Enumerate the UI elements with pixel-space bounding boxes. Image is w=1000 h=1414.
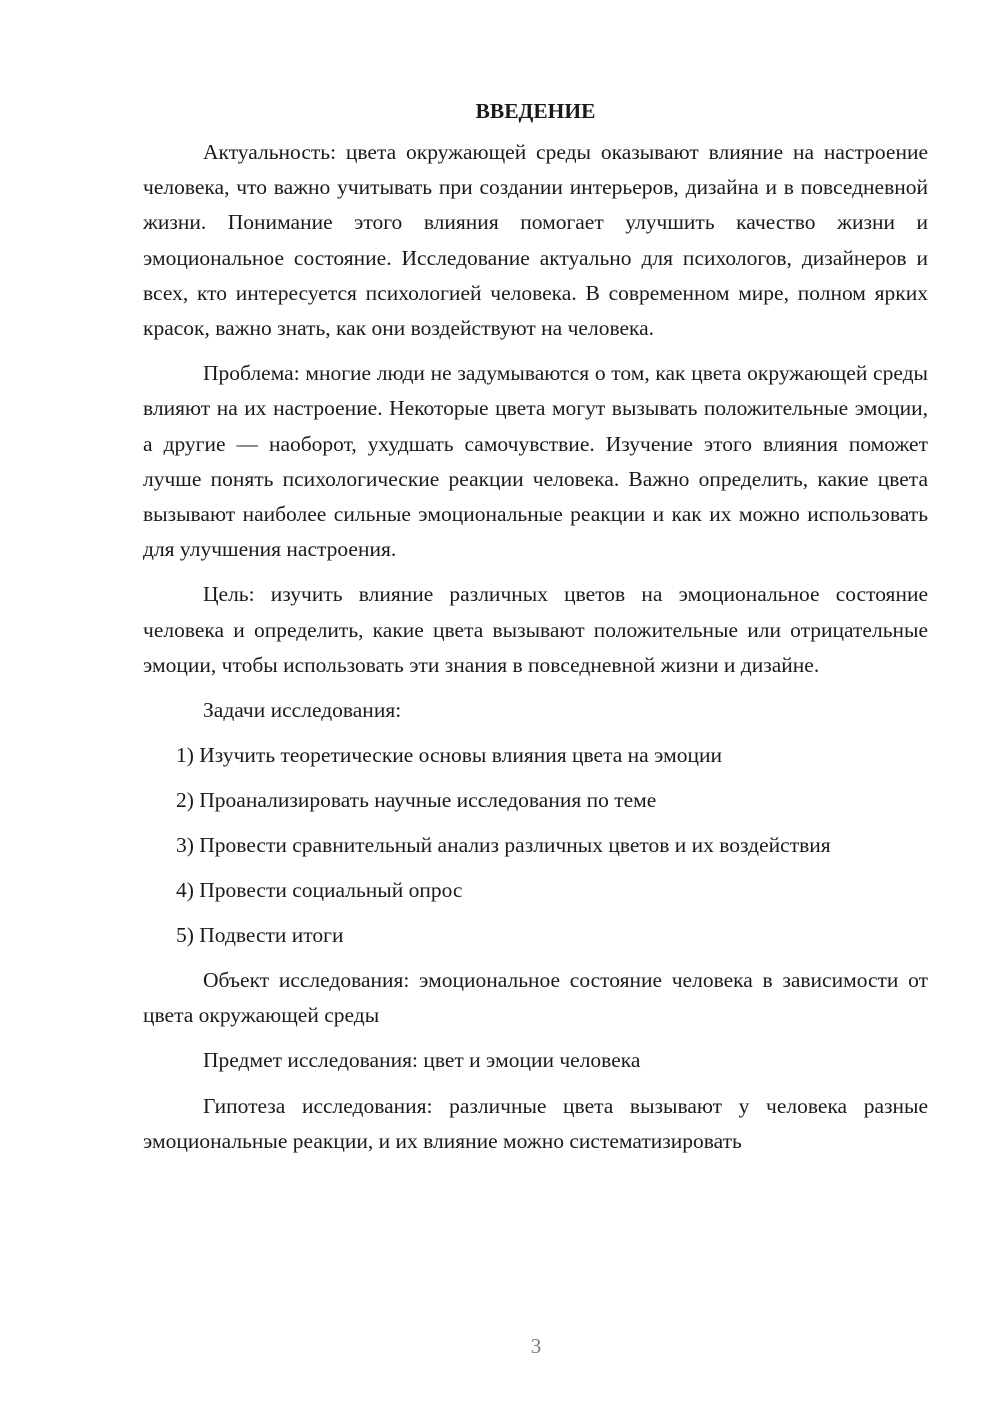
task-item-5: 5) Подвести итоги bbox=[176, 923, 344, 948]
paragraph-hypothesis: Гипотеза исследования: различные цвета вызывают у человека разные эмоциональные реакции, и их влияние можно систематизировать bbox=[143, 1093, 928, 1153]
tasks-heading: Задачи исследования: bbox=[203, 698, 402, 723]
paragraph-relevance: Актуальность: цвета окружающей среды оказывают влияние на настроение человека, что важно учитывать при создании интерьеров, дизайна и в повседневной жизни. Понимание этого влияния помогает улучшить качество жизни и эмоциональное состояние. Исследование актуально для психологов, дизайнеров и всех, кто интересуется психологией человека. В современном мире, полном ярких красок, важно знать, как они воздействуют на человека. bbox=[143, 140, 928, 341]
task-item-4: 4) Провести социальный опрос bbox=[176, 878, 463, 903]
task-item-1: 1) Изучить теоретические основы влияния цвета на эмоции bbox=[176, 743, 722, 768]
page-content bbox=[143, 94, 928, 1169]
paragraph-object: Объект исследования: эмоциональное состояние человека в зависимости от цвета окружающей среды bbox=[143, 968, 928, 1028]
paragraph-goal: Цель: изучить влияние различных цветов на эмоциональное состояние человека и определить, какие цвета вызывают положительные или отрицательные эмоции, чтобы использовать эти знания в повседневной жизни и дизайне. bbox=[143, 582, 928, 677]
task-item-3: 3) Провести сравнительный анализ различных цветов и их воздействия bbox=[176, 833, 831, 858]
page-number: 3 bbox=[530, 1334, 542, 1358]
paragraph-problem: Проблема: многие люди не задумываются о том, как цвета окружающей среды влияют на их настроение. Некоторые цвета могут вызывать положительные эмоции, а другие — наоборот, ухудшать самочувствие. Изучение этого влияния поможет лучше понять психологические реакции человека. Важно определить, какие цвета вызывают наиболее сильные эмоциональные реакции и как их можно использовать для улучшения настроения. bbox=[143, 361, 928, 562]
paragraph-subject: Предмет исследования: цвет и эмоции человека bbox=[203, 1048, 641, 1073]
task-item-2: 2) Проанализировать научные исследования по теме bbox=[176, 788, 657, 813]
section-title: ВВЕДЕНИЕ bbox=[475, 99, 596, 123]
